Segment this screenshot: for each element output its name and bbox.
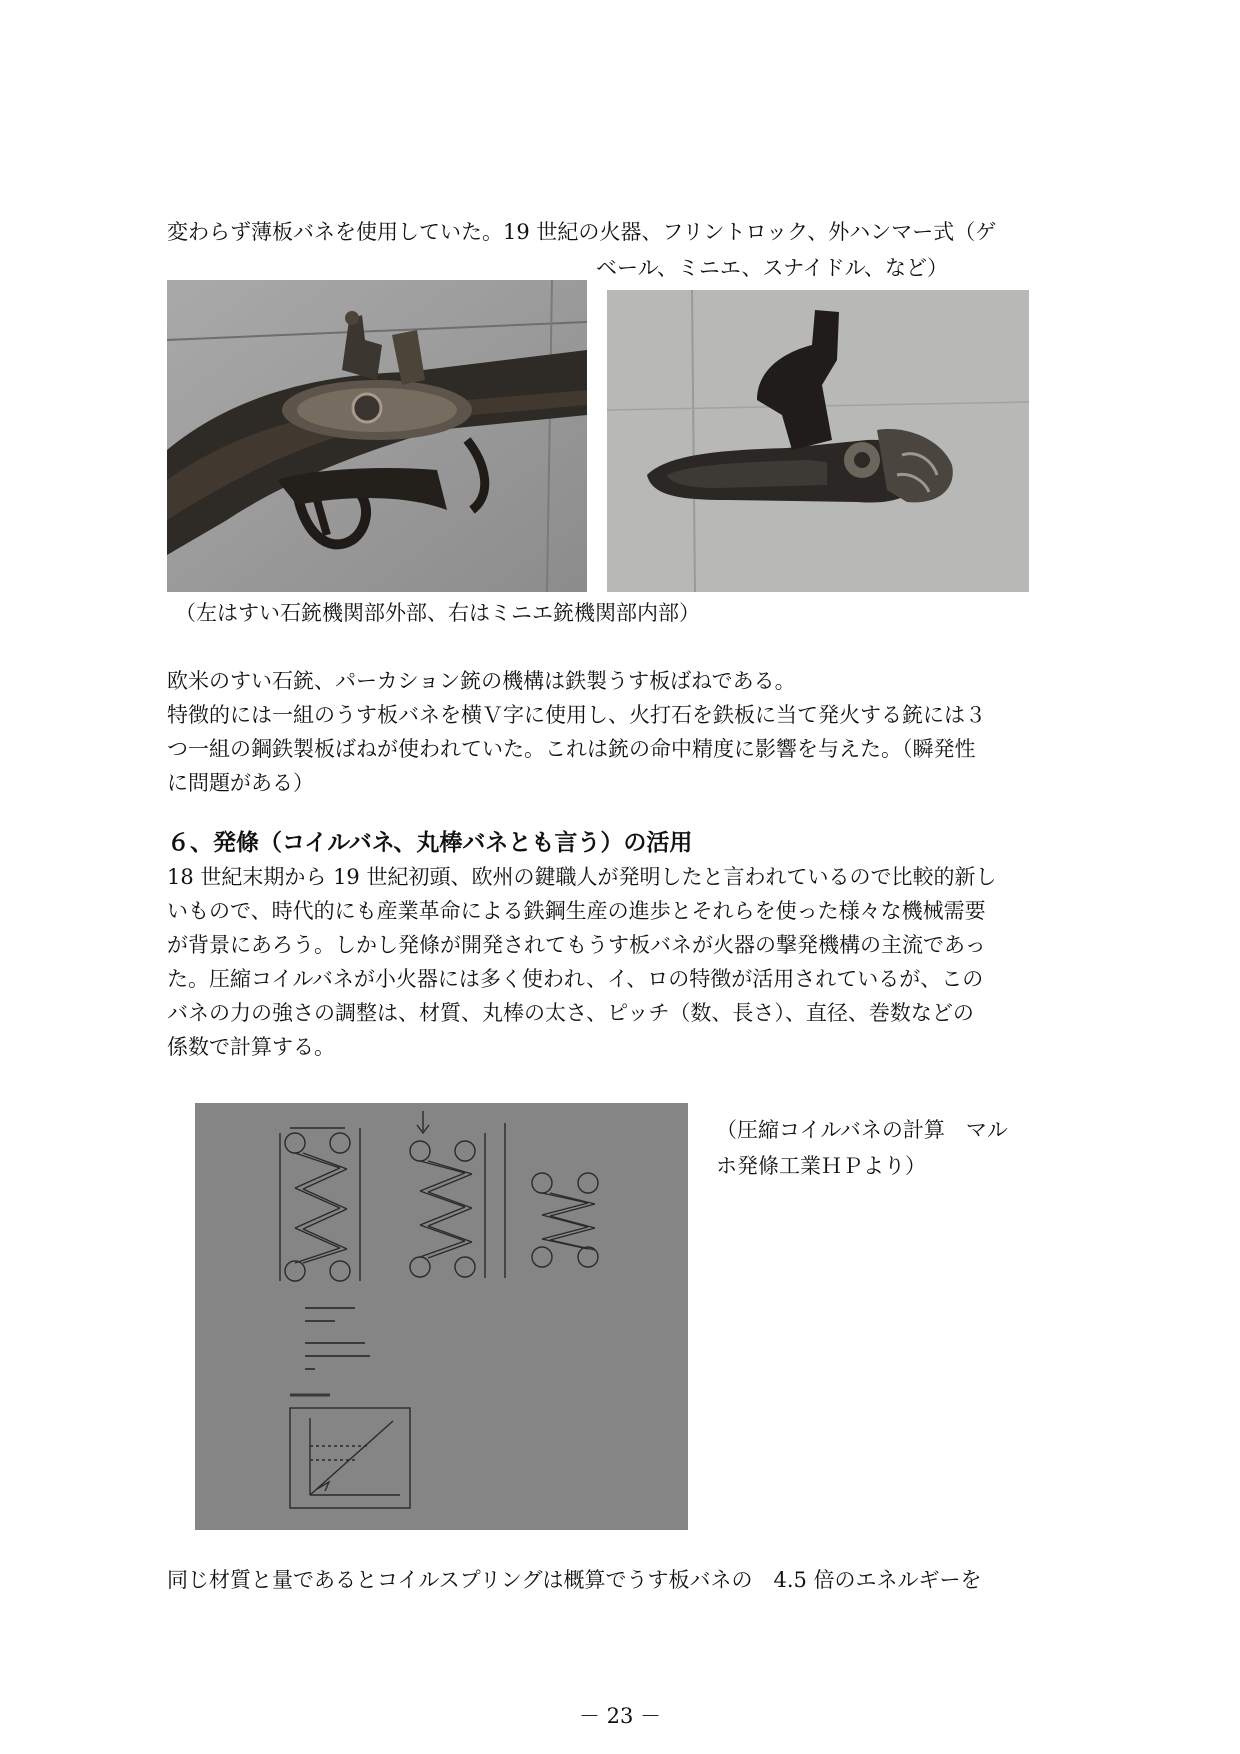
page-number: － 23 － <box>578 1704 662 1728</box>
paragraph-line: 18 世紀末期から 19 世紀初頭、欧州の鍵職人が発明したと言われているので比較的新し <box>167 865 997 889</box>
photo-caption: （左はすい石銃機関部外部、右はミニエ銃機関部内部） <box>175 601 700 625</box>
flintlock-exterior-photo <box>167 280 587 592</box>
paragraph-line: が背景にあろう。しかし発條が開発されてもうす板バネが火器の撃発機構の主流であっ <box>167 933 986 957</box>
paragraph-line: いもので、時代的にも産業革命による鉄鋼生産の進歩とそれらを使った様々な機械需要 <box>167 899 986 923</box>
intro-line-1: 変わらず薄板バネを使用していた。19 世紀の火器、フリントロック、外ハンマー式（ゲ <box>167 220 997 244</box>
paragraph-line: に問題がある） <box>167 771 314 795</box>
paragraph-line: た。圧縮コイルバネが小火器には多く使われ、イ、ロの特徴が活用されているが、この <box>167 967 984 991</box>
minie-lock-interior-photo <box>607 290 1029 592</box>
figure-caption-line-2: ホ発條工業ＨＰより） <box>716 1154 926 1178</box>
paragraph-line: バネの力の強さの調整は、材質、丸棒の太さ、ピッチ（数、長さ）、直径、巻数などの <box>167 1001 974 1025</box>
coil-spring-calculation-figure <box>195 1103 688 1530</box>
paragraph-leaf-springs <box>167 664 1067 800</box>
section-heading: ６、発條（コイルバネ、丸棒バネとも言う）の活用 <box>167 830 693 856</box>
closing-line: 同じ材質と量であるとコイルスプリングは概算でうす板バネの 4.5 倍のエネルギーを <box>167 1568 982 1592</box>
intro-line-2: ベール、ミニエ、スナイドル、など） <box>596 256 948 280</box>
paragraph-line: つ一組の鋼鉄製板ばねが使われていた。これは銃の命中精度に影響を与えた。（瞬発性 <box>167 737 976 761</box>
paragraph-line: 欧米のすい石銃、パーカション銃の機構は鉄製うす板ばねである。 <box>167 669 796 693</box>
paragraph-line: 特徴的には一組のうす板バネを横Ｖ字に使用し、火打石を鉄板に当て発火する銃には３ <box>167 703 986 727</box>
paragraph-line: 係数で計算する。 <box>167 1035 335 1059</box>
paragraph-coil-springs <box>167 860 1067 1064</box>
figure-caption-line-1: （圧縮コイルバネの計算 マル <box>716 1118 1008 1142</box>
